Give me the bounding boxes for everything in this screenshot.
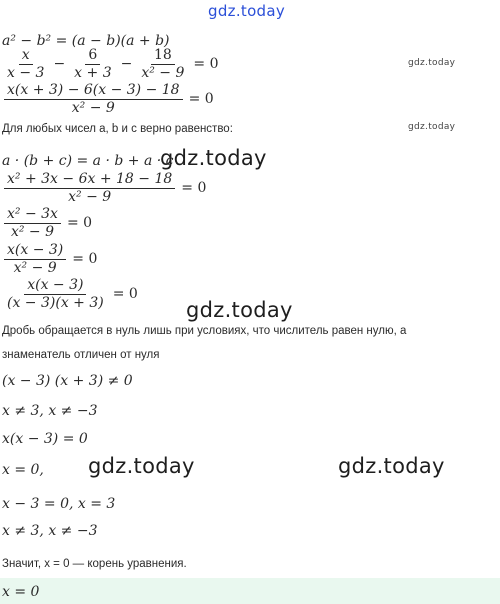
formula-distributive: a · (b + c) = a · b + a · c (2, 153, 174, 169)
denominator: x + 3 (74, 64, 112, 81)
equation-factored (2, 278, 142, 310)
root-three: x − 3 = 0, x = 3 (2, 496, 116, 512)
condition-denominator: (x − 3) (x + 3) ≠ 0 (2, 373, 133, 389)
denominator: x² − 9 (68, 188, 112, 205)
equation-common-denominator (2, 83, 218, 115)
numerator: x(x − 3) (4, 243, 66, 260)
answer-box (0, 578, 500, 604)
formula-difference-of-squares: a² − b² = (a − b)(a + b) (2, 33, 170, 49)
denominator: x² − 9 (13, 259, 57, 276)
equals-zero: = 0 (112, 286, 138, 303)
watermark-big: gdz.today (88, 454, 195, 478)
numerator: x(x − 3) (24, 278, 86, 295)
root-zero: x = 0, (2, 462, 44, 478)
equals-zero: = 0 (66, 215, 93, 232)
denominator: x² − 9 (10, 223, 54, 240)
numerator: 18 (151, 48, 175, 65)
equation-factored-numerator (2, 243, 101, 275)
denominator: x² − 9 (141, 64, 185, 81)
note-zero-fraction-line1: Дробь обращается в нуль лишь при условиях, что числитель равен нулю, а (2, 325, 407, 337)
numerator: x(x + 3) − 6(x − 3) − 18 (4, 83, 183, 100)
fraction (4, 172, 175, 204)
fraction (4, 278, 107, 310)
answer-value: x = 0 (2, 584, 40, 600)
watermark-small: gdz.today (408, 58, 456, 68)
fraction (4, 207, 61, 239)
watermark-big: gdz.today (160, 146, 267, 170)
equation-expanded (2, 172, 210, 204)
conclusion-text: Значит, x = 0 — корень уравнения. (2, 558, 187, 570)
numerator: x² − 3x (4, 207, 61, 224)
equation-simplified (2, 207, 96, 239)
equation-original (2, 48, 222, 80)
fraction (71, 48, 114, 80)
denominator: x − 3 (7, 64, 45, 81)
fraction (138, 48, 187, 80)
equals-zero: = 0 (72, 251, 98, 268)
watermark-small: gdz.today (408, 122, 456, 132)
numerator: x (19, 48, 33, 65)
denominator: x² − 9 (71, 99, 115, 116)
operator: − (120, 56, 133, 73)
fraction (4, 48, 47, 80)
operator: − (53, 56, 66, 73)
note-distributive-law: Для любых чисел a, b и c верно равенство: (2, 123, 233, 135)
note-zero-fraction-line2: знаменатель отличен от нуля (2, 349, 160, 361)
equals-zero: = 0 (193, 56, 219, 73)
numerator: x² + 3x − 6x + 18 − 18 (4, 172, 175, 189)
watermark-big: gdz.today (186, 298, 293, 322)
watermark-top: gdz.today (208, 2, 286, 20)
fraction (4, 83, 183, 115)
fraction (4, 243, 66, 275)
numerator: 6 (85, 48, 100, 65)
numerator-equation: x(x − 3) = 0 (2, 431, 88, 447)
equals-zero: = 0 (181, 180, 207, 197)
condition-restrictions-repeat: x ≠ 3, x ≠ −3 (2, 523, 98, 539)
equals-zero: = 0 (188, 91, 214, 108)
denominator: (x − 3)(x + 3) (7, 294, 104, 311)
watermark-big: gdz.today (338, 454, 445, 478)
condition-restrictions: x ≠ 3, x ≠ −3 (2, 403, 98, 419)
